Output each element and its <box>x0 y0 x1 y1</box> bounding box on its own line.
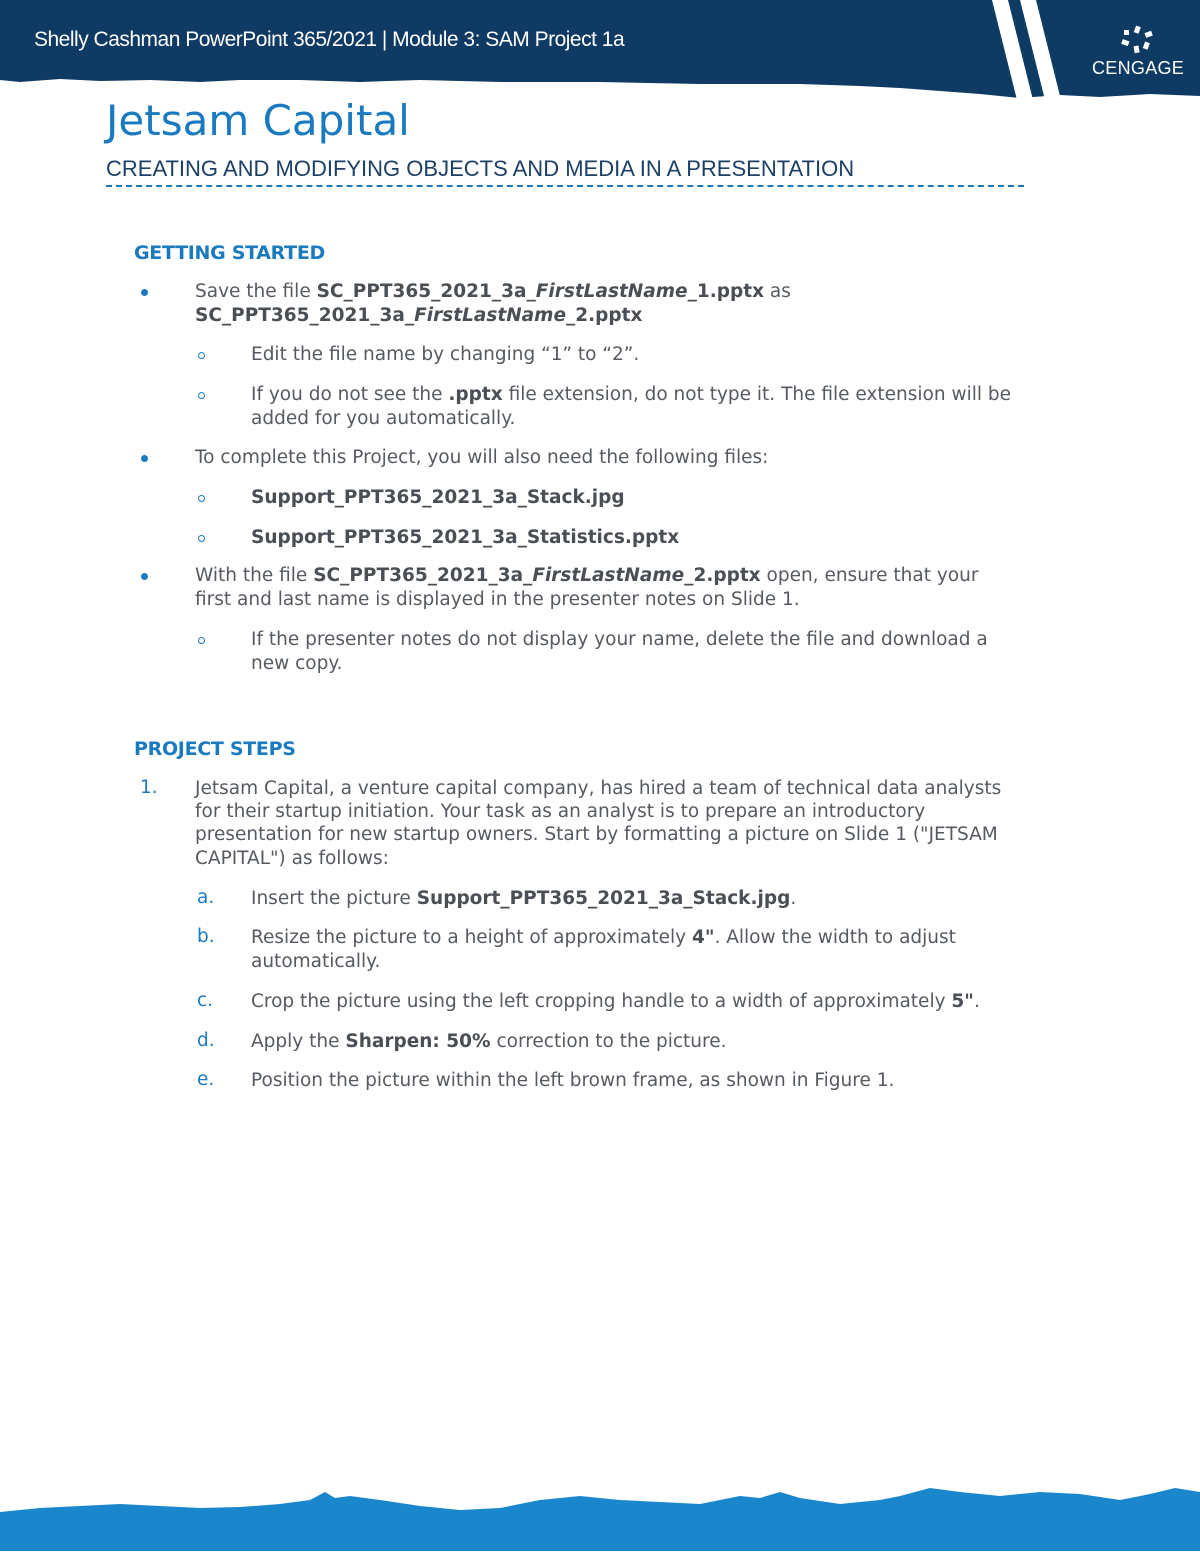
step1a-insert-picture: Insert the picture Support_PPT365_2021_3a_Stack.jpg. <box>251 888 797 909</box>
bullet-icon <box>141 455 148 462</box>
cengage-logo <box>1092 22 1185 82</box>
step1e-position-picture: Position the picture within the left brown frame, as shown in Figure 1. <box>251 1070 895 1091</box>
document-title: Jetsam Capital <box>106 96 410 145</box>
subtitle-dashed-rule <box>106 185 1024 187</box>
sub-bullet-icon <box>198 535 205 542</box>
project-steps-heading: PROJECT STEPS <box>134 738 296 760</box>
presenter-notes-instruction: With the file SC_PPT365_2021_3a_FirstLastName_2.pptx open, ensure that your <box>195 565 979 586</box>
sub-bullet-icon <box>198 392 205 399</box>
file-extension-note: If you do not see the .pptx file extension, do not type it. The file extension will be <box>251 384 1012 405</box>
step1b-resize-picture: Resize the picture to a height of approximately 4". Allow the width to adjust <box>251 927 956 948</box>
file-extension-note-cont: added for you automatically. <box>251 408 516 429</box>
header-banner <box>0 0 1200 100</box>
step-letter: a. <box>197 887 215 908</box>
download-copy-note: If the presenter notes do not display your name, delete the file and download a <box>251 629 988 650</box>
sub-bullet-icon <box>198 352 205 359</box>
bullet-icon <box>141 289 148 296</box>
step-number: 1. <box>140 777 158 798</box>
download-copy-note-cont: new copy. <box>251 653 343 674</box>
cengage-logo-text: CENGAGE <box>1092 58 1185 78</box>
edit-file-name-note: Edit the file name by changing “1” to “2”. <box>251 344 640 365</box>
sub-bullet-icon <box>198 495 205 502</box>
save-file-instruction: Save the file SC_PPT365_2021_3a_FirstLastName_1.pptx as <box>195 281 791 302</box>
step1c-crop-picture: Crop the picture using the left cropping handle to a width of approximately 5". <box>251 991 980 1012</box>
cengage-logo-icon <box>1092 22 1182 56</box>
support-file-statistics: Support_PPT365_2021_3a_Statistics.pptx <box>251 527 680 548</box>
presenter-notes-instruction-cont: first and last name is displayed in the presenter notes on Slide 1. <box>195 589 800 610</box>
course-title: Shelly Cashman PowerPoint 365/2021 | Module 3: SAM Project 1a <box>34 28 625 51</box>
footer-wave <box>0 1470 1200 1551</box>
step1-line-3: presentation for new startup owners. Start by formatting a picture on Slide 1 ("JETSAM <box>195 824 998 845</box>
step1b-resize-picture-cont: automatically. <box>251 951 381 972</box>
step1d-sharpen-correction: Apply the Sharpen: 50% correction to the picture. <box>251 1031 727 1052</box>
needed-files-intro: To complete this Project, you will also need the following files: <box>195 447 769 468</box>
step-letter: b. <box>197 926 215 947</box>
getting-started-heading: GETTING STARTED <box>134 242 325 264</box>
step1-line-1: Jetsam Capital, a venture capital company, has hired a team of technical data analysts <box>195 778 1002 799</box>
step-letter: c. <box>197 990 214 1011</box>
save-file-target: SC_PPT365_2021_3a_FirstLastName_2.pptx <box>195 305 643 326</box>
step1-line-4: CAPITAL") as follows: <box>195 848 389 869</box>
step-letter: e. <box>197 1069 215 1090</box>
step1-line-2: for their startup initiation. Your task as an analyst is to prepare an introductory <box>195 801 926 822</box>
document-subtitle: CREATING AND MODIFYING OBJECTS AND MEDIA IN A PRESENTATION <box>106 156 855 181</box>
footer-banner <box>0 1470 1200 1551</box>
sub-bullet-icon <box>198 637 205 644</box>
support-file-stack: Support_PPT365_2021_3a_Stack.jpg <box>251 487 625 508</box>
step-letter: d. <box>197 1030 215 1051</box>
bullet-icon <box>141 573 148 580</box>
